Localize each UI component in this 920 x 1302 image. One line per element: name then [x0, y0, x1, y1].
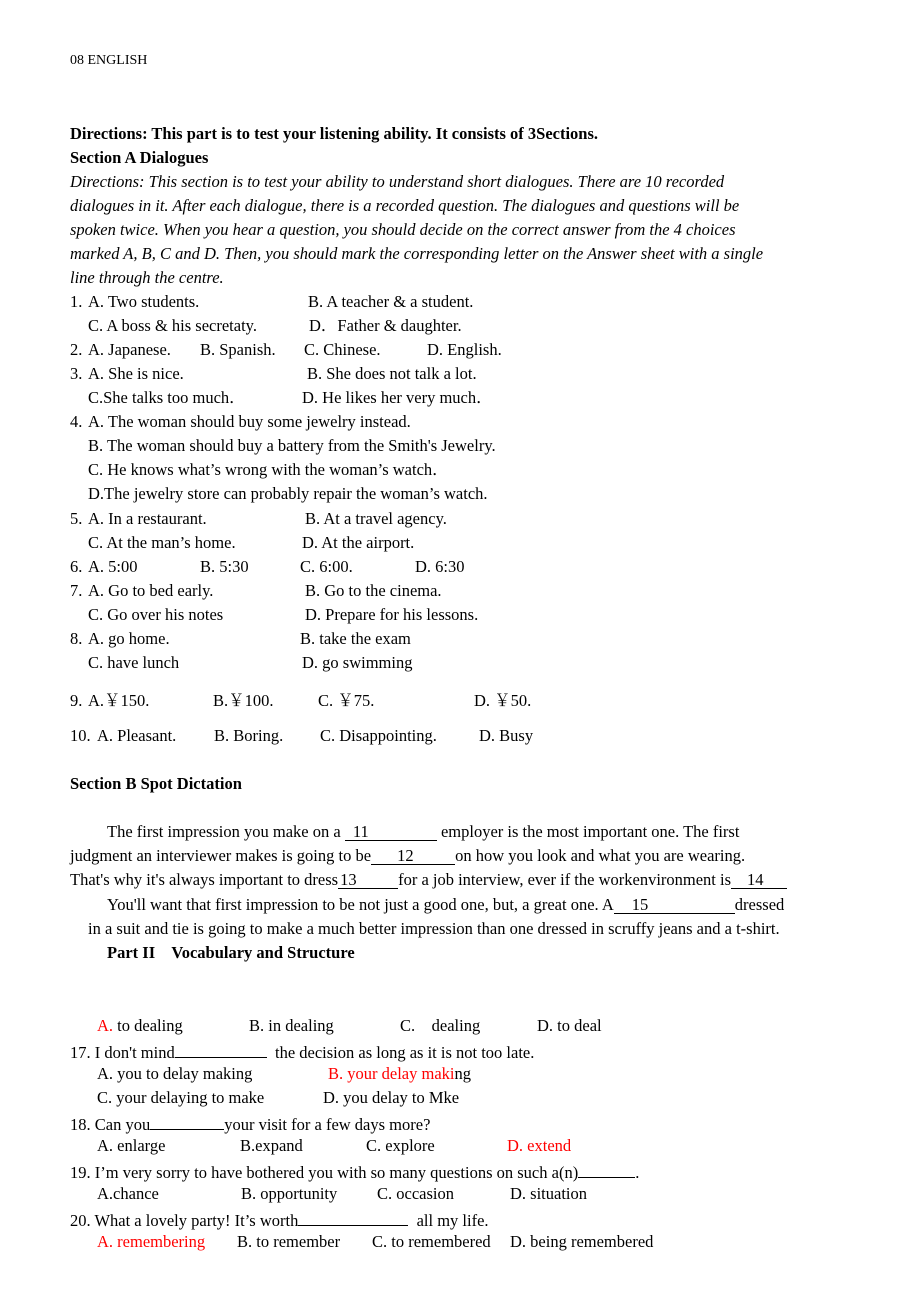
option-b: B. 5:30 [200, 557, 249, 576]
option-c: C. He knows what’s wrong with the woman’s watch． [88, 460, 449, 479]
answer-blank[interactable] [175, 1040, 267, 1058]
option-text: ng [454, 1064, 471, 1083]
option-a: A. In a restaurant. [88, 509, 207, 528]
option-c: C. Chinese. [304, 340, 381, 359]
directions-line: Directions: This section is to test your ability to understand short dialogues. There are 10 recorded [70, 172, 725, 191]
question-number: 6. [70, 557, 83, 576]
passage-text: dressed [734, 895, 785, 914]
part1-directions: Directions: This part is to test your listening ability. It consists of 3Sections. [70, 124, 599, 143]
directions-line: dialogues in it. After each dialogue, there is a recorded question. The dialogues and questions will be [70, 196, 740, 215]
option-c: C. Disappointing. [320, 726, 437, 745]
section-a-title: Section A Dialogues [70, 148, 209, 167]
passage-text: on how you look and what you are wearing. [455, 846, 746, 865]
passage-text: employer is the most important one. The first [436, 822, 740, 841]
option-a: A. Japanese. [88, 340, 171, 359]
stem-text: 17. I don't mind [70, 1043, 175, 1062]
option-d: D. you delay to Mke [323, 1088, 460, 1107]
option-a: A. Go to bed early. [88, 581, 214, 600]
option-c: C. explore [366, 1136, 435, 1155]
option-d: D. He likes her very much． [302, 388, 493, 407]
option-a: A. She is nice. [88, 364, 184, 383]
blank-11[interactable]: 11 [345, 823, 437, 841]
passage-text: The first impression you make on a [107, 822, 345, 841]
passage-text: judgment an interviewer makes is going to be [70, 846, 372, 865]
option-b: B. Go to the cinema. [305, 581, 442, 600]
page-header: 08 ENGLISH [70, 53, 148, 68]
part2-title: Part II Vocabulary and Structure [107, 943, 355, 962]
option-d: D. being remembered [510, 1232, 654, 1251]
option-c: C. A boss & his secretaty. [88, 316, 257, 335]
option-c: C. to remembered [372, 1232, 491, 1251]
option-a: A. 5:00 [88, 557, 138, 576]
directions-line: marked A, B, C and D. Then, you should mark the corresponding letter on the Answer sheet with a single [70, 244, 764, 263]
option-b: B. At a travel agency. [305, 509, 447, 528]
option-b [328, 1064, 471, 1084]
answer-blank[interactable] [578, 1160, 635, 1178]
option-d: D. ￥50. [474, 691, 532, 710]
section-b-title: Section B Spot Dictation [70, 774, 242, 793]
option-c: C. ￥75. [318, 691, 375, 710]
option-a: A. Pleasant. [97, 726, 177, 745]
option-a: A.￥150. [88, 691, 150, 710]
stem-text: . [635, 1163, 640, 1182]
option-a: A. go home. [88, 629, 170, 648]
passage-line-2 [70, 846, 745, 866]
passage-line-4 [107, 895, 784, 915]
blank-14[interactable]: 14 [731, 871, 787, 889]
question-stem [70, 1040, 534, 1063]
option-b: B. Boring. [214, 726, 284, 745]
stem-text: 19. I’m very sorry to have bothered you with so many questions on such a(n) [70, 1163, 579, 1182]
answer-blank[interactable] [150, 1112, 224, 1130]
blank-12[interactable]: 12 [371, 847, 455, 865]
question-number: 3. [70, 364, 83, 383]
option-d-correct: D. extend [507, 1136, 572, 1155]
answer-text: B. your delay maki [328, 1064, 455, 1083]
option-d: D. Busy [479, 726, 534, 745]
option-b: B. opportunity [241, 1184, 338, 1203]
question-number: 8. [70, 629, 83, 648]
option-c: C. At the man’s home. [88, 533, 236, 552]
passage-line-1 [107, 822, 739, 842]
option-c: C. your delaying to make [97, 1088, 265, 1107]
option-c: C. 6:00. [300, 557, 353, 576]
option-a: A. you to delay making [97, 1064, 253, 1083]
question-number: 2. [70, 340, 83, 359]
option-b: B. to remember [237, 1232, 341, 1251]
option-b: B.￥100. [213, 691, 274, 710]
question-number: 4. [70, 412, 83, 431]
option-a: A. Two students. [88, 292, 200, 311]
question-number: 5. [70, 509, 83, 528]
option-c: C.She talks too much． [88, 388, 246, 407]
option-d: D. 6:30 [415, 557, 465, 576]
option-d: D. English. [427, 340, 502, 359]
stem-text: 18. Can you [70, 1115, 151, 1134]
question-stem [70, 1112, 430, 1135]
passage-line-5: in a suit and tie is going to make a much better impression than one dressed in scruffy jeans and a t-shirt. [88, 919, 780, 938]
question-number: 1. [70, 292, 83, 311]
passage-text: for a job interview, ever if the workenvironment is [398, 870, 732, 889]
option-c: C. Go over his notes [88, 605, 224, 624]
option-d: D. go swimming [302, 653, 413, 672]
option-b: B.expand [240, 1136, 303, 1155]
stem-text: all my life. [408, 1211, 489, 1230]
passage-text: That's why it's always important to dress [70, 870, 339, 889]
option-d: D. to deal [537, 1016, 602, 1035]
option-b: B. Spanish. [200, 340, 276, 359]
stem-text: the decision as long as it is not too late. [266, 1043, 535, 1062]
question-stem [70, 1208, 489, 1231]
passage-line-3 [70, 870, 787, 890]
option-a: A.chance [97, 1184, 159, 1203]
option-b: B. take the exam [300, 629, 411, 648]
option-a-correct: A. remembering [97, 1232, 206, 1251]
question-stem [70, 1160, 639, 1183]
stem-text: 20. What a lovely party! It’s worth [70, 1211, 299, 1230]
option-c: C. occasion [377, 1184, 454, 1203]
option-c: C. dealing [400, 1016, 481, 1035]
option-d: D.The jewelry store can probably repair the woman’s watch. [88, 484, 488, 503]
question-number: 7. [70, 581, 83, 600]
option-a: A. The woman should buy some jewelry instead. [88, 412, 411, 431]
option-d: D. At the airport. [302, 533, 415, 552]
option-b: B. The woman should buy a battery from the Smith's Jewelry. [88, 436, 496, 455]
directions-line: spoken twice. When you hear a question, you should decide on the correct answer from the 4 choices [70, 220, 736, 239]
option-b: B. She does not talk a lot. [307, 364, 477, 383]
option-c: C. have lunch [88, 653, 180, 672]
option-a [97, 1016, 183, 1036]
option-d: D．Father & daughter. [309, 316, 462, 335]
blank-13[interactable]: 13 [338, 871, 398, 889]
option-b: B. A teacher & a student. [308, 292, 474, 311]
stem-text: your visit for a few days more? [224, 1115, 431, 1134]
answer-letter: A. [97, 1016, 114, 1035]
option-d: D. situation [510, 1184, 587, 1203]
question-number: 10. [70, 726, 91, 745]
directions-line: line through the centre. [70, 268, 224, 287]
option-a: A. enlarge [97, 1136, 166, 1155]
answer-blank[interactable] [298, 1208, 408, 1226]
option-text: to dealing [113, 1016, 183, 1035]
question-number: 9. [70, 691, 83, 710]
blank-15[interactable]: 15 [614, 896, 735, 914]
passage-text: You'll want that first impression to be not just a good one, but, a great one. A [107, 895, 614, 914]
option-d: D. Prepare for his lessons. [305, 605, 479, 624]
option-b: B. in dealing [249, 1016, 334, 1035]
